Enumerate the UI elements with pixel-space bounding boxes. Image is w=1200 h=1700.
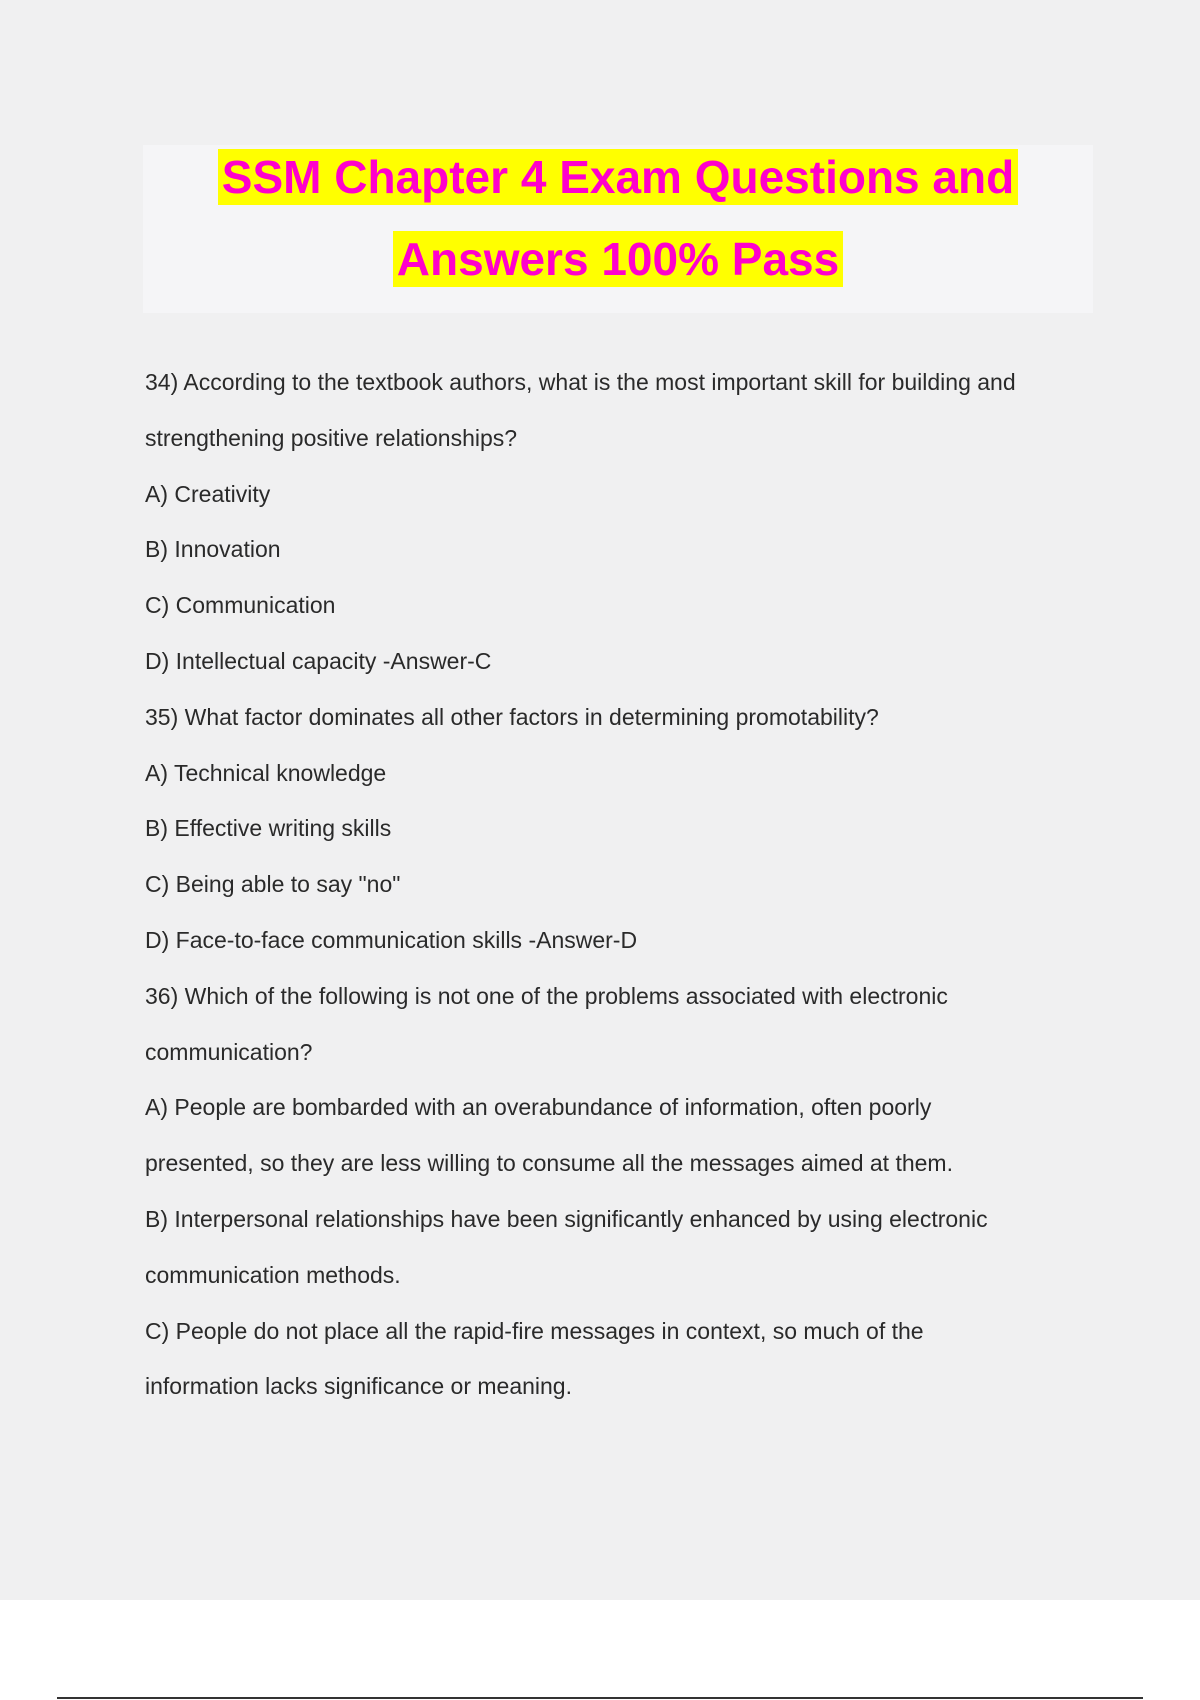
question-34-option-b: B) Innovation — [145, 536, 281, 563]
question-35-option-b: B) Effective writing skills — [145, 815, 392, 842]
question-34-line-1: 34) According to the textbook authors, what is the most important skill for building and — [145, 369, 1016, 395]
question-body — [145, 355, 1095, 1415]
footer-divider — [57, 1697, 1143, 1699]
question-36-option-a-line-2: presented, so they are less willing to consume all the messages aimed at them. — [145, 1150, 953, 1177]
question-36-line-2: communication? — [145, 1038, 313, 1065]
question-36-option-c-line-2: information lacks significance or meaning. — [145, 1373, 572, 1400]
question-34-option-a: A) Creativity — [145, 480, 271, 507]
question-36-option-a-line-1: A) People are bombarded with an overabundance of information, often poorly — [145, 1094, 932, 1121]
question-35-line-1: 35) What factor dominates all other factors in determining promotability? — [145, 703, 879, 730]
question-35-option-c: C) Being able to say "no" — [145, 871, 401, 898]
question-34-option-d-answer: D) Intellectual capacity -Answer-C — [145, 647, 492, 674]
question-36-option-b-line-2: communication methods. — [145, 1261, 401, 1288]
question-36-option-c-line-1: C) People do not place all the rapid-fire messages in context, so much of the — [145, 1317, 924, 1344]
question-34-option-c: C) Communication — [145, 592, 336, 619]
question-34-line-2: strengthening positive relationships? — [145, 424, 518, 451]
question-35-option-a: A) Technical knowledge — [145, 759, 387, 786]
title-banner — [143, 145, 1093, 313]
question-36-option-b-line-1: B) Interpersonal relationships have been significantly enhanced by using electronic — [145, 1205, 988, 1232]
question-36-line-1: 36) Which of the following is not one of the problems associated with electronic — [145, 982, 948, 1009]
question-35-option-d-answer: D) Face-to-face communication skills -Answer-D — [145, 926, 638, 953]
document-title-line-1: SSM Chapter 4 Exam Questions and — [218, 149, 1018, 205]
document-title-line-2: Answers 100% Pass — [393, 231, 843, 287]
